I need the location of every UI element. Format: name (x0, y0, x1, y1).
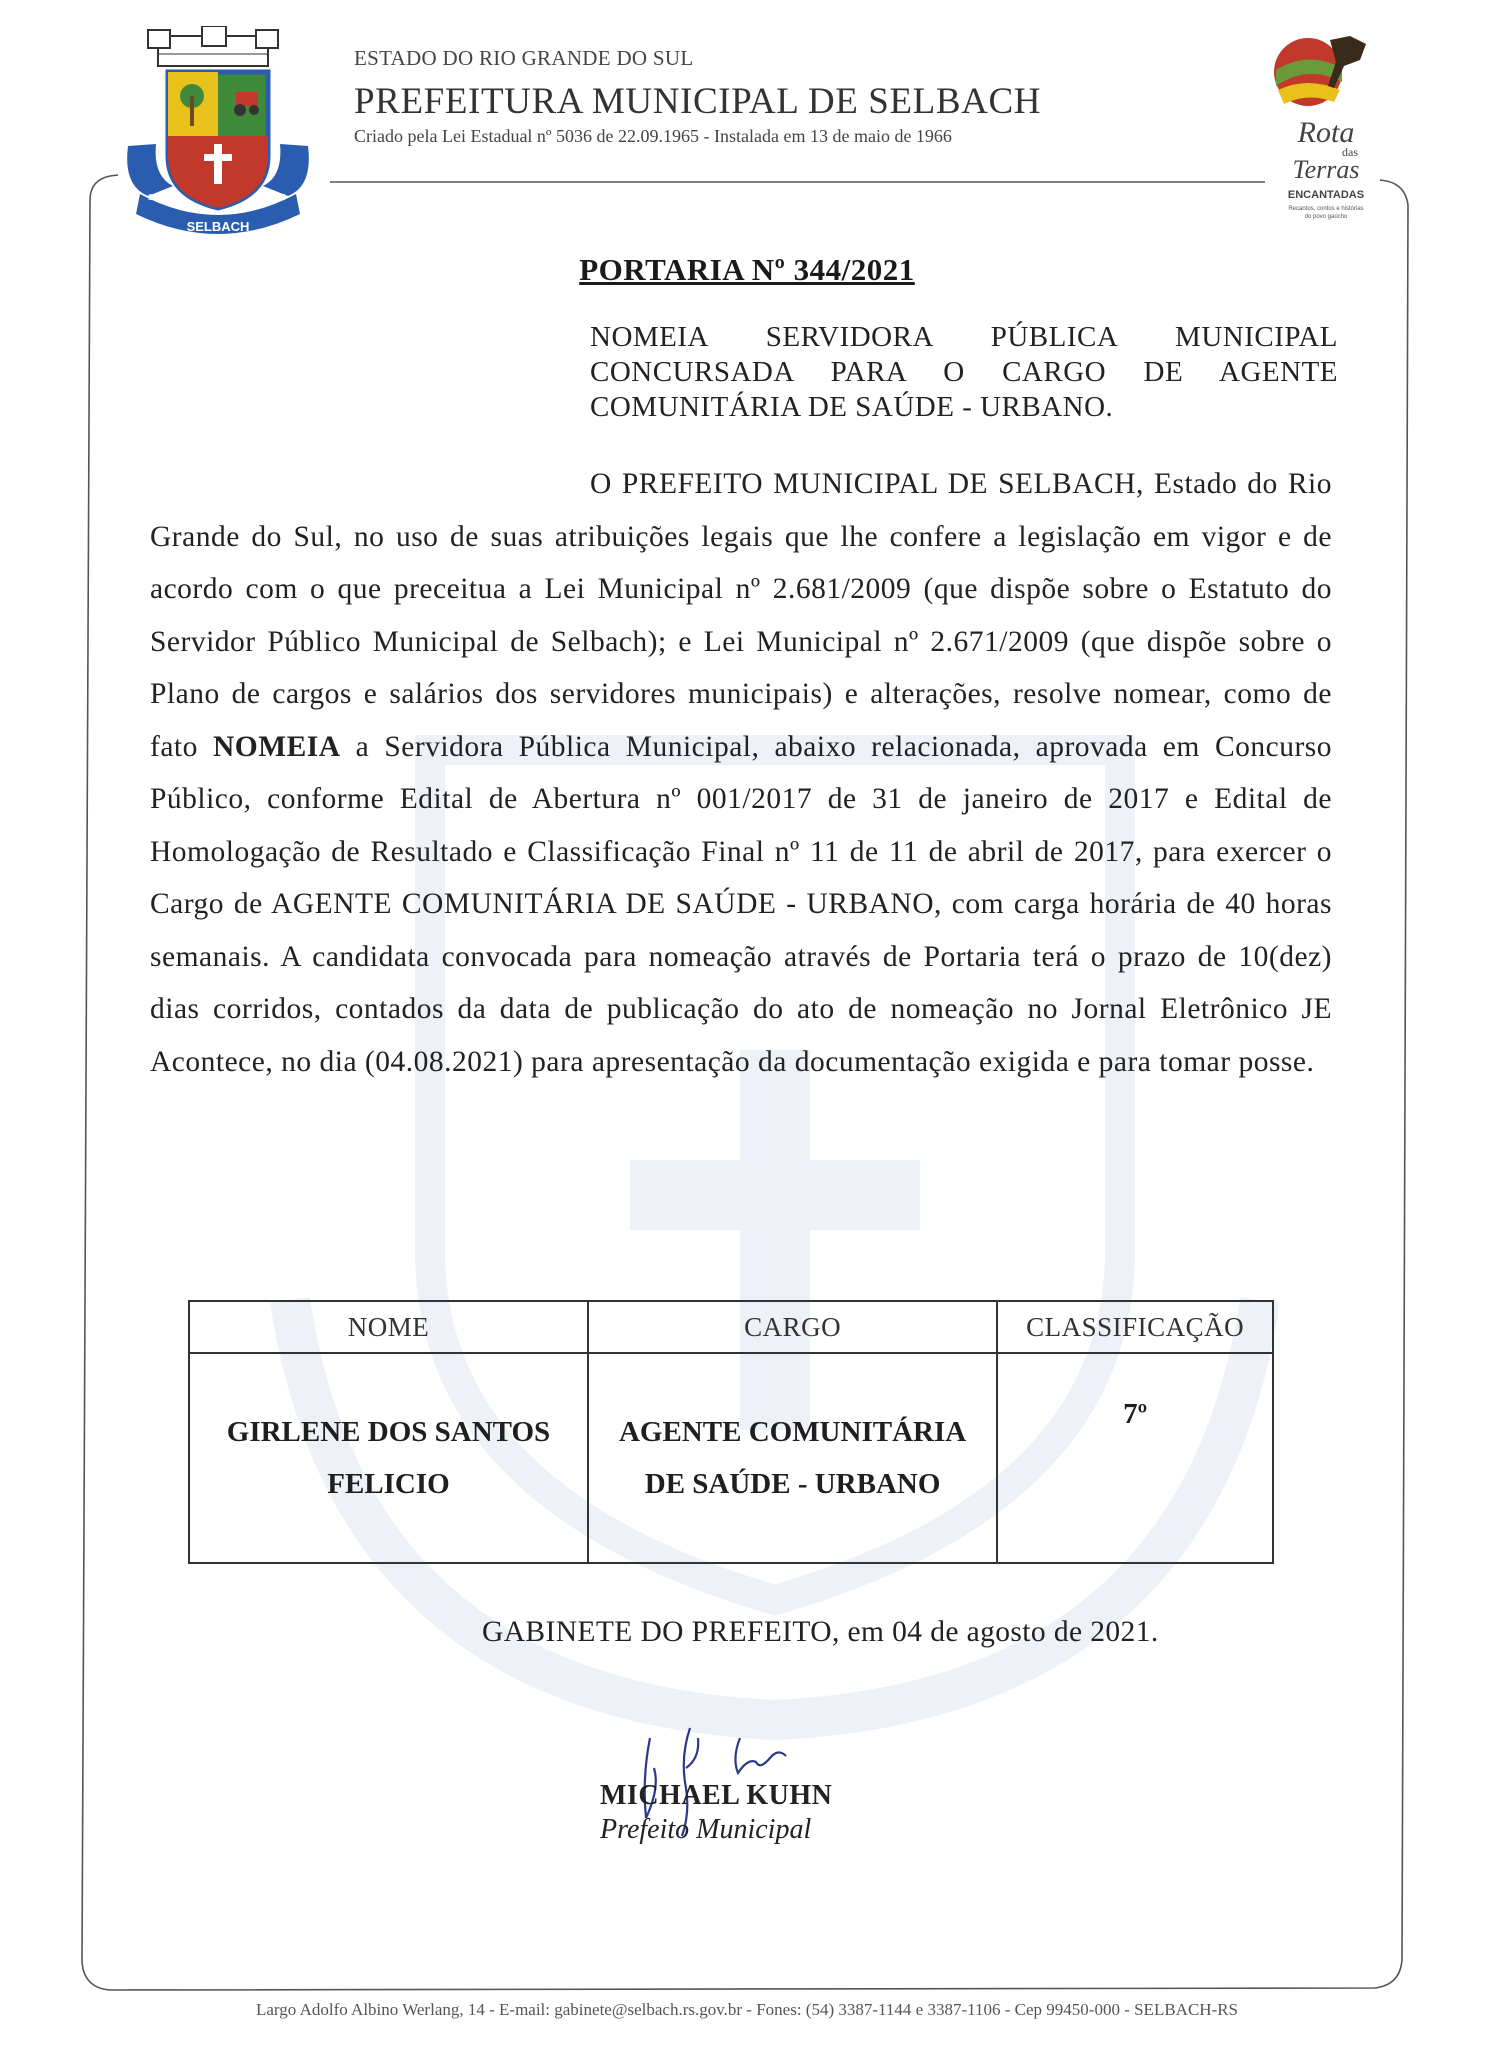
body-part-1: O PREFEITO MUNICIPAL DE SELBACH, Estado do Rio Grande do Sul, no uso de suas atribuições legais que lhe confere a legislação em vigor e de acordo com o que preceitua a Lei Municipal nº 2.681/2009 (que dispõe sobre o Estatuto do Servidor Público Municipal de Selbach); e Lei Municipal nº 2.671/2009 (que dispõe sobre o Plano de cargos e salários dos servidores municipais) e alterações, resolve nomear, como de fato (150, 468, 1332, 763)
rota-tagline-2: do povo gaúcho (1304, 214, 1348, 220)
rota-das-terras-logo (1270, 30, 1382, 230)
footer-address: Largo Adolfo Albino Werlang, 14 - E-mail: gabinete@selbach.rs.gov.br - Fones: (54) 3387-1144 e 3387-1106 - Cep 99450-000 - SELBACH-RS (255, 2000, 1239, 2019)
crest-left-date: 22/09 (148, 193, 169, 202)
body-nomeia-bold: NOMEIA (212, 730, 341, 763)
header-cargo: CARGO (588, 1301, 997, 1353)
table-header-row (189, 1301, 1273, 1353)
cell-cargo: AGENTE COMUNITÁRIA DE SAÚDE - URBANO (588, 1353, 997, 1563)
place-date: GABINETE DO PREFEITO, em 04 de agosto de 2021. (482, 1616, 1159, 1648)
header-classificacao: CLASSIFICAÇÃO (997, 1301, 1273, 1353)
header-state: ESTADO DO RIO GRANDE DO SUL (354, 46, 694, 70)
signer-role: Prefeito Municipal (600, 1814, 812, 1845)
selbach-crest-logo (118, 26, 318, 246)
crest-banner-text: SELBACH (186, 219, 250, 234)
rota-tagline-1: Recantos, contos e histórias (1288, 206, 1364, 212)
main-body-paragraph (150, 458, 1332, 1088)
rota-das-word: das (1342, 145, 1358, 159)
crest-right-year: 1965 (268, 193, 286, 202)
ementa: NOMEIA SERVIDORA PÚBLICA MUNICIPAL CONCURSADA PARA O CARGO DE AGENTE COMUNITÁRIA DE SAÚDE - URBANO. (590, 321, 1338, 423)
table-row (189, 1353, 1273, 1563)
rota-word: Rota (1297, 116, 1355, 149)
nomination-table (188, 1300, 1274, 1564)
header-nome: NOME (189, 1301, 588, 1353)
portaria-title: PORTARIA Nº 344/2021 (579, 252, 915, 287)
body-part-2: a Servidora Pública Municipal, abaixo relacionada, aprovada em Concurso Público, conforme Edital de Abertura nº 001/2017 de 31 de janeiro de 2017 e Edital de Homologação de Resultado e Classificação Final nº 11 de 11 de abril de 2017, para exercer o Cargo de AGENTE COMUNITÁRIA DE SAÚDE - URBANO, com carga horária de 40 horas semanais. A candidata convocada para nomeação através de Portaria terá o prazo de 10(dez) dias corridos, contados da data de publicação do ato de nomeação no Jornal Eletrônico JE Acontece, no dia (04.08.2021) para apresentação da documentação exigida e para tomar posse. (150, 730, 1333, 1078)
signer-name: MICHAEL KUHN (600, 1780, 833, 1811)
header-title: PREFEITURA MUNICIPAL DE SELBACH (354, 81, 1042, 122)
cell-classificacao: 7º (997, 1353, 1273, 1563)
rota-terras-word: Terras (1292, 155, 1360, 184)
rota-encantadas-word: ENCANTADAS (1287, 189, 1365, 201)
header-law-line: Criado pela Lei Estadual nº 5036 de 22.09.1965 - Instalada em 13 de maio de 1966 (354, 126, 952, 146)
cell-nome: GIRLENE DOS SANTOS FELICIO (189, 1353, 588, 1563)
